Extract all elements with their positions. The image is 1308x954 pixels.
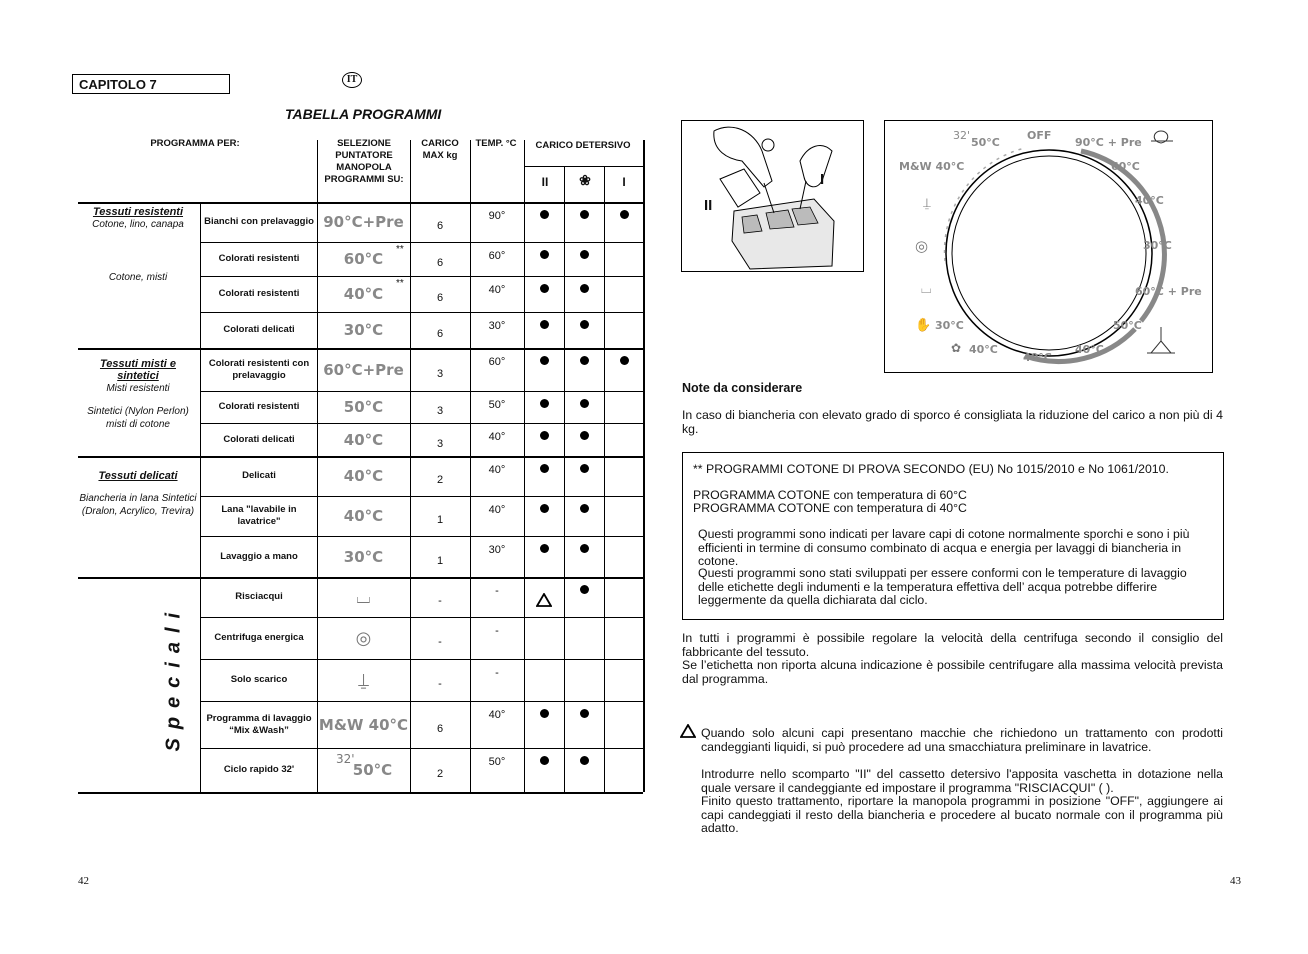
spin-icon: ◎ (355, 627, 372, 649)
table-title: TABELLA PROGRAMMI (285, 106, 442, 122)
detergent-dot (580, 464, 589, 473)
selector-value: 90°C+Pre (323, 213, 404, 231)
chapter-label: CAPITOLO 7 (72, 74, 230, 94)
dial-label-32: 32' (953, 129, 971, 142)
box-line-2: PROGRAMMA COTONE con temperatura di 60°C (693, 488, 967, 502)
temperature: - (495, 625, 499, 637)
temperature: - (495, 667, 499, 679)
group-subtitle: Cotone, lino, canapa (92, 219, 184, 230)
header-detersivo: CARICO DETERSIVO (535, 140, 631, 151)
max-load: - (438, 678, 442, 690)
col-line (524, 202, 525, 792)
temperature: 40° (488, 504, 506, 516)
detergent-dot (620, 210, 629, 219)
group-title: Tessuti delicati (98, 470, 178, 482)
speciali-label: Speciali (162, 603, 185, 752)
col-line (410, 202, 411, 792)
max-load: 6 (436, 220, 444, 232)
group-subtitle: Cotone, misti (108, 272, 168, 283)
program-name: Lana "lavabile in lavatrice" (221, 504, 297, 527)
program-name: Colorati delicati (223, 324, 295, 335)
detergent-dot (540, 250, 549, 259)
rinse-icon: ⌴ (356, 586, 371, 608)
group-title: Tessuti resistenti (92, 206, 184, 218)
program-name: Risciacqui (235, 591, 283, 602)
detergent-dot (540, 399, 549, 408)
max-load: 6 (436, 328, 444, 340)
header-col-line (410, 140, 411, 202)
detergent-dot (540, 709, 549, 718)
temperature: 90° (488, 210, 506, 222)
dial-label-40c: 40°C (1023, 351, 1052, 364)
group-subtitle: Biancheria in lana Sintetici (Dralon, Acrylico, Trevira) (79, 493, 197, 517)
max-load: 6 (436, 722, 444, 735)
detergent-dot (580, 399, 589, 408)
detergent-dot (580, 250, 589, 259)
box-line-5: Questi programmi sono stati sviluppati per essere conformi con le temperature di lavaggio delle etichette degli indumenti e la temperatura effettiva dell’ acqua potrebbe differire leggermente da quella dichiarata dal ciclo. (698, 566, 1187, 607)
program-name: Centrifuga energica (214, 632, 304, 643)
group-tessuti-resistenti (78, 206, 198, 231)
drain-icon: ⍊ (358, 669, 369, 691)
temperature: 40° (488, 709, 506, 721)
selector-value: 30°C (343, 547, 384, 566)
box-line-4: Questi programmi sono indicati per lavare capi di cotone normalmente sporchi e sono i più efficienti in termine di consumo combinato di acqua e energia per lavaggi di biancheria in cotone. (698, 527, 1190, 568)
detergent-dot (580, 544, 589, 553)
program-name: Delicati (242, 470, 276, 481)
header-col-line (604, 166, 605, 202)
detergent-dot (620, 356, 629, 365)
notes-title: Note da considerare (682, 381, 803, 395)
program-name: Ciclo rapido 32' (223, 764, 295, 775)
selector-value: 50°C (343, 398, 384, 416)
rinse-icon: ⌴ (921, 281, 932, 296)
det-col-softener: ❀ (579, 172, 591, 188)
dial-label-50: 50°C (971, 136, 1000, 149)
header-col-line (317, 140, 318, 202)
drain-icon: ⍊ (923, 195, 931, 210)
program-name: Colorati resistenti (218, 288, 300, 299)
group-tessuti-delicati (74, 470, 202, 518)
max-load: 3 (436, 367, 444, 380)
detergent-dot (580, 356, 589, 365)
dial-label-40: 40°C (1135, 194, 1164, 207)
header-divider (524, 166, 643, 167)
box-line-3: PROGRAMMA COTONE con temperatura di 40°C (693, 501, 967, 515)
warning-triangle-icon (680, 724, 696, 743)
eu-programs-box (682, 452, 1224, 620)
program-table (0, 0, 660, 800)
spin-icon: ◎ (915, 238, 929, 255)
notes-paragraph-4a: Quando solo alcuni capi presentano macchie che richiedono un trattamento con prodotti candeggianti liquidi, si può procedere ad una smacchiatura preliminare in lavatrice. (701, 726, 1223, 754)
detergent-dot (540, 284, 549, 293)
program-name: Bianchi con prelavaggio (204, 216, 314, 227)
col-line (200, 202, 201, 792)
max-load: 1 (436, 514, 444, 526)
selector-value: 60°C+Pre (323, 360, 404, 379)
dial-label-50b: 50°C (1113, 319, 1142, 332)
page-number-left: 42 (78, 875, 89, 887)
header-right-edge (643, 140, 645, 202)
detergent-dot (540, 756, 549, 765)
header-carico: CARICO MAX kg (421, 138, 459, 161)
max-load: 6 (436, 292, 444, 304)
col-line (564, 202, 565, 792)
warning-triangle-icon (536, 593, 552, 612)
header-col-line (564, 166, 565, 202)
notes-paragraph-3: Se l’etichetta non riporta alcuna indicazione è possibile centrifugare alla massima velocità prevista dal programma. (682, 658, 1223, 686)
program-dial-panel (884, 120, 1213, 373)
wool-icon: ✿ (951, 341, 962, 355)
header-programma: PROGRAMMA PER: (150, 138, 240, 149)
program-name: Programma di lavaggio “Mix &Wash” (206, 712, 312, 736)
temperature: 60° (488, 250, 506, 262)
temperature: 40° (488, 284, 506, 296)
program-name: Colorati delicati (223, 433, 295, 445)
group-sintetici (80, 405, 196, 431)
detergent-dot (540, 431, 549, 440)
drawer-label-ii: II (704, 197, 713, 214)
selector-time: 32' (336, 752, 355, 766)
program-name: Colorati resistenti (218, 253, 300, 264)
selector-value: 60°C (343, 250, 384, 268)
drawer-label-i: I (820, 171, 825, 188)
detergent-dot (580, 504, 589, 513)
notes-paragraph-4b: Introdurre nello scomparto "II" del cassetto detersivo l'apposita vaschetta in dotazione nella quale versare il candeggiante ed impostare il programma "RISCIACQUI" ( ). (701, 767, 1223, 795)
temperature: 50° (488, 756, 506, 768)
detergent-dot (540, 356, 549, 365)
header-selezione: SELEZIONE PUNTATORE MANOPOLA PROGRAMMI SU: (324, 138, 404, 185)
dial-label-mw40: M&W 40°C (899, 160, 965, 173)
selector-value: 40°C (343, 467, 384, 485)
group-subtitle: Sintetici (Nylon Perlon) misti di cotone (87, 406, 189, 430)
dial-label-40d: 40°C (969, 343, 998, 356)
language-badge: IT (342, 72, 362, 88)
detergent-dot (580, 320, 589, 329)
header-top-right (524, 140, 525, 202)
detergent-dot (540, 464, 549, 473)
max-load: 3 (436, 405, 444, 417)
col-line (604, 202, 605, 792)
selector-value: 40°C (343, 430, 384, 449)
temperature: 40° (488, 431, 506, 443)
detergent-drawer-illustration (681, 120, 864, 272)
header-col-line (470, 140, 471, 202)
max-load: 2 (436, 768, 444, 780)
program-name: Solo scarico (230, 674, 288, 685)
temperature: 60° (488, 356, 506, 368)
col-line (643, 202, 645, 792)
detergent-dot (580, 585, 589, 594)
selector-value: 30°C (343, 321, 384, 339)
detergent-dot (580, 431, 589, 440)
max-load: 1 (436, 554, 444, 567)
footnote-stars: ** (396, 278, 404, 289)
selector-value: 40°C (343, 285, 384, 303)
temperature: 30° (488, 320, 506, 332)
det-col-wash: I (622, 175, 626, 189)
max-load: 6 (436, 257, 444, 269)
selector-value: M&W 40°C (318, 715, 409, 734)
det-col-prewash: II (541, 175, 549, 189)
temperature: 40° (488, 464, 506, 476)
selector-value: 40°C (343, 507, 384, 525)
detergent-dot (580, 709, 589, 718)
group-cotone-misti (78, 271, 198, 284)
notes-paragraph-2: In tutti i programmi è possibile regolare la velocità della centrifuga secondo il consiglio del fabbricante del tessuto. (682, 631, 1223, 659)
max-load: - (438, 636, 442, 648)
notes-paragraph-4c: Finito questo trattamento, riportare la manopola programmi in posizione "OFF", aggiungere ai capi candeggiati il resto della biancheria e procedere al bucato normale con il programma più adatto. (701, 794, 1223, 835)
temperature: - (495, 585, 499, 597)
detergent-dot (540, 210, 549, 219)
detergent-dot (540, 544, 549, 553)
max-load: 3 (436, 437, 444, 450)
detergent-dot (580, 284, 589, 293)
page-number-right: 43 (1230, 875, 1241, 887)
temperature: 50° (488, 399, 506, 411)
detergent-dot (540, 320, 549, 329)
dial-label-60-pre: 60°C + Pre (1135, 285, 1202, 298)
row-line (78, 792, 643, 794)
group-subtitle: Misti resistenti (106, 383, 170, 394)
box-line-1: ** PROGRAMMI COTONE DI PROVA SECONDO (EU) No 1015/2010 e No 1061/2010. (693, 462, 1169, 476)
drawer-drawing (682, 121, 862, 270)
dial-label-30: 30°C (1143, 239, 1172, 252)
group-title: Tessuti misti e sintetici (99, 358, 176, 382)
program-name: Colorati resistenti con prelavaggio (208, 357, 310, 381)
header-temp: TEMP. °C (475, 138, 517, 149)
detergent-dot (540, 504, 549, 513)
notes-paragraph-1: In caso di biancheria con elevato grado di sporco é consigliata la riduzione del carico a non più di 4 kg. (682, 408, 1223, 436)
dial-label-90-pre: 90°C + Pre (1075, 136, 1142, 149)
hand-wash-icon: ✋ (915, 317, 932, 332)
selector-value: 50°C (352, 761, 393, 779)
dial-label-off: OFF (1027, 129, 1052, 142)
footnote-stars: ** (396, 244, 404, 255)
max-load: 2 (436, 474, 444, 486)
program-name: Colorati resistenti (218, 401, 300, 412)
temperature: 30° (488, 544, 506, 556)
max-load: - (438, 595, 442, 607)
detergent-dot (580, 210, 589, 219)
detergent-dot (580, 756, 589, 765)
dial-label-60: 60°C (1111, 160, 1140, 173)
group-misti-sintetici (78, 358, 198, 395)
program-name: Lavaggio a mano (220, 550, 298, 562)
dial-label-40b: 40°C (1075, 343, 1104, 356)
dial-label-30b: 30°C (935, 319, 964, 332)
